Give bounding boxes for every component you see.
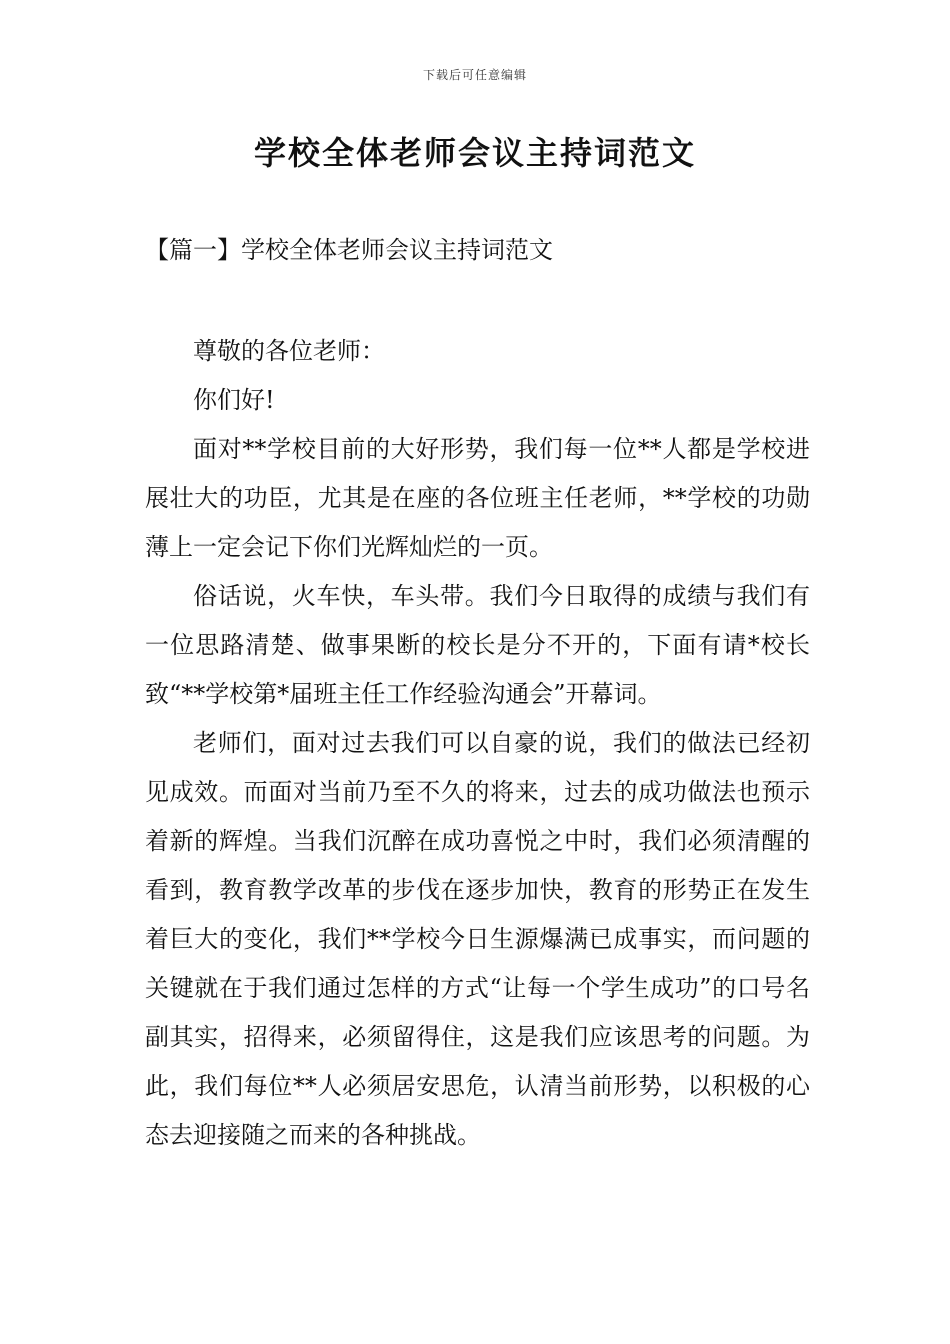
body-paragraph: 老师们，面对过去我们可以自豪的说，我们的做法已经初见成效。而面对当前乃至不久的将来，过去的成功做法也预示着新的辉煌。当我们沉醉在成功喜悦之中时，我们必须清醒的看到，教育教学改革的步伐在逐步加快，教育的形势正在发生着巨大的变化，我们**学校今日生源爆满已成事实，而问题的关键就在于我们通过怎样的方式“让每一个学生成功”的口号名副其实，招得来，必须留得住，这是我们应该思考的问题。为此，我们每位**人必须居安思危，认清当前形势，以积极的心态去迎接随之而来的各种挑战。 [145,729,810,1149]
section-heading: 【篇一】学校全体老师会议主持词范文 [145,236,553,264]
header-note: 下载后可任意编辑 [422,68,527,82]
document-body [145,327,810,1160]
body-paragraph: 面对**学校目前的大好形势，我们每一位**人都是学校进展壮大的功臣，尤其是在座的各位班主任老师，**学校的功勋薄上一定会记下你们光辉灿烂的一页。 [145,435,810,561]
document-title: 学校全体老师会议主持词范文 [253,134,696,172]
greeting: 你们好! [193,386,275,414]
body-paragraph: 俗话说，火车快，车头带。我们今日取得的成绩与我们有一位思路清楚、做事果断的校长是分不开的，下面有请*校长致“**学校第*届班主任工作经验沟通会”开幕词。 [145,582,810,708]
salutation: 尊敬的各位老师： [193,337,385,365]
